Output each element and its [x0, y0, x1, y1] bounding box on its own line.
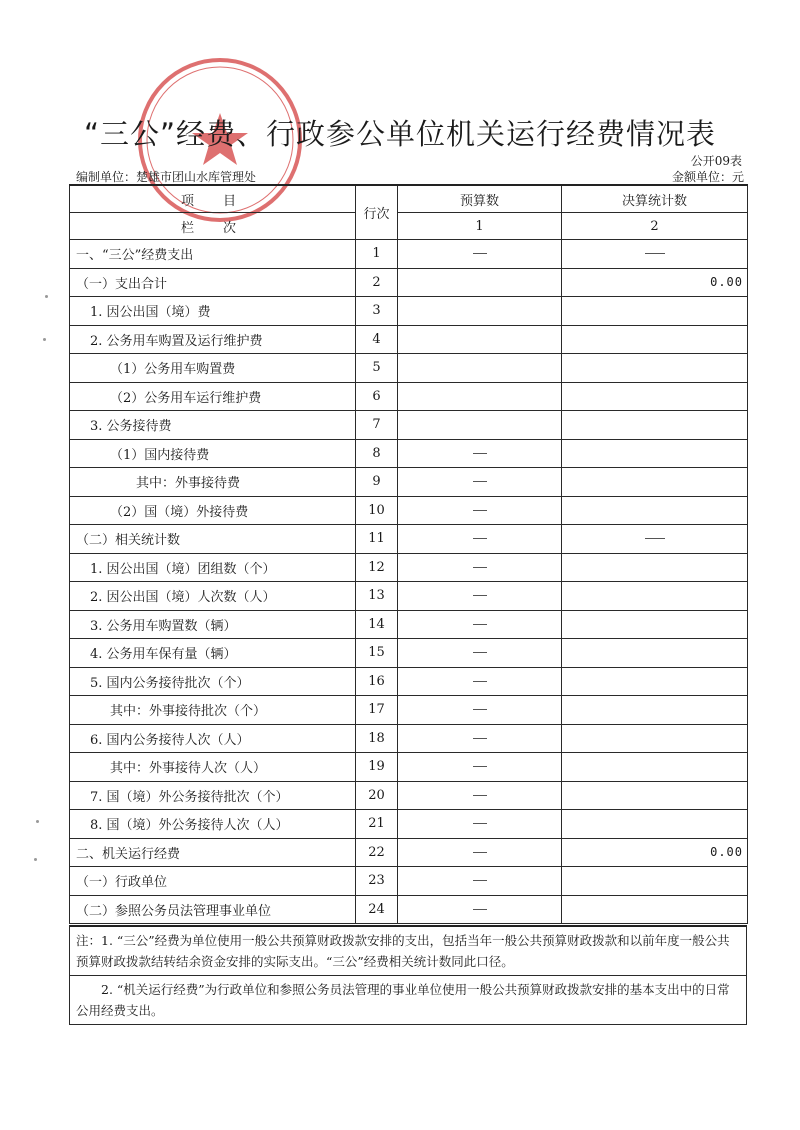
row-label: 一、“三公”经费支出 — [70, 240, 356, 269]
table-row — [70, 867, 748, 896]
row-seq: 17 — [356, 696, 398, 725]
row-seq: 15 — [356, 639, 398, 668]
scan-speck — [45, 295, 48, 298]
row-seq: 2 — [356, 268, 398, 297]
dash-mark — [473, 709, 487, 710]
row-label: 其中：外事接待批次（个） — [70, 696, 356, 725]
row-budget — [398, 696, 562, 725]
dash-mark — [473, 681, 487, 682]
dash-mark — [473, 795, 487, 796]
dash-mark — [473, 624, 487, 625]
table-row — [70, 610, 748, 639]
row-budget — [398, 325, 562, 354]
header-budget-col: 1 — [398, 213, 562, 240]
row-actual — [562, 639, 748, 668]
row-label: 5. 国内公务接待批次（个） — [70, 667, 356, 696]
row-label: 6. 国内公务接待人次（人） — [70, 724, 356, 753]
row-label: 3. 公务用车购置数（辆） — [70, 610, 356, 639]
row-actual — [562, 496, 748, 525]
row-seq: 3 — [356, 297, 398, 326]
row-actual — [562, 753, 748, 782]
row-budget — [398, 240, 562, 269]
row-seq: 19 — [356, 753, 398, 782]
header-row-1 — [70, 185, 748, 213]
row-seq: 7 — [356, 411, 398, 440]
row-label: 4. 公务用车保有量（辆） — [70, 639, 356, 668]
dash-mark — [473, 852, 487, 853]
row-label: 2. 因公出国（境）人次数（人） — [70, 582, 356, 611]
row-seq: 14 — [356, 610, 398, 639]
row-label: （1）公务用车购置费 — [70, 354, 356, 383]
row-actual — [562, 297, 748, 326]
row-actual — [562, 382, 748, 411]
table-row — [70, 838, 748, 867]
row-budget — [398, 667, 562, 696]
row-actual — [562, 439, 748, 468]
row-budget — [398, 268, 562, 297]
row-budget — [398, 553, 562, 582]
row-budget — [398, 724, 562, 753]
row-budget — [398, 582, 562, 611]
row-budget — [398, 297, 562, 326]
row-label: （1）国内接待费 — [70, 439, 356, 468]
table-row — [70, 895, 748, 924]
row-seq: 11 — [356, 525, 398, 554]
table-row — [70, 325, 748, 354]
row-seq: 1 — [356, 240, 398, 269]
scan-speck — [43, 338, 46, 341]
row-seq: 6 — [356, 382, 398, 411]
table-row — [70, 582, 748, 611]
table-row — [70, 553, 748, 582]
scan-speck — [34, 858, 37, 861]
row-seq: 18 — [356, 724, 398, 753]
row-label: （一）支出合计 — [70, 268, 356, 297]
dash-mark — [473, 510, 487, 511]
scan-speck — [36, 820, 39, 823]
row-budget — [398, 525, 562, 554]
table-row — [70, 297, 748, 326]
table-row — [70, 810, 748, 839]
page-title: “三公”经费、行政参公单位机关运行经费情况表 — [83, 117, 717, 151]
table-row — [70, 354, 748, 383]
row-seq: 8 — [356, 439, 398, 468]
table-row — [70, 753, 748, 782]
table-row — [70, 696, 748, 725]
dash-mark — [473, 909, 487, 910]
row-label: （一）行政单位 — [70, 867, 356, 896]
row-seq: 23 — [356, 867, 398, 896]
table-row — [70, 667, 748, 696]
header-actual-col: 2 — [562, 213, 748, 240]
table-row — [70, 268, 748, 297]
row-actual — [562, 696, 748, 725]
table-row — [70, 240, 748, 269]
row-budget — [398, 781, 562, 810]
row-label: 3. 公务接待费 — [70, 411, 356, 440]
table-row — [70, 411, 748, 440]
row-budget — [398, 468, 562, 497]
row-budget — [398, 439, 562, 468]
row-label: 2. 公务用车购置及运行维护费 — [70, 325, 356, 354]
row-actual — [562, 325, 748, 354]
row-actual — [562, 667, 748, 696]
notes-box — [69, 925, 747, 1025]
row-budget — [398, 639, 562, 668]
form-code: 公开09表 — [690, 154, 742, 168]
row-label: 7. 国（境）外公务接待批次（个） — [70, 781, 356, 810]
row-seq: 13 — [356, 582, 398, 611]
row-seq: 10 — [356, 496, 398, 525]
row-seq: 16 — [356, 667, 398, 696]
row-label: （2）国（境）外接待费 — [70, 496, 356, 525]
row-budget — [398, 867, 562, 896]
dash-mark — [473, 766, 487, 767]
dash-mark — [645, 538, 665, 539]
row-budget — [398, 610, 562, 639]
dash-mark — [473, 567, 487, 568]
row-budget — [398, 895, 562, 924]
header-budget: 预算数 — [398, 185, 562, 213]
row-label: 1. 因公出国（境）费 — [70, 297, 356, 326]
row-budget — [398, 496, 562, 525]
table-row — [70, 525, 748, 554]
row-budget — [398, 411, 562, 440]
row-actual — [562, 781, 748, 810]
row-label: 其中：外事接待人次（人） — [70, 753, 356, 782]
dash-mark — [473, 823, 487, 824]
note-1: 注：1. “三公”经费为单位使用一般公共预算财政拨款安排的支出，包括当年一般公共预算财政拨款和以前年度一般公共预算财政拨款结转结余资金安排的实际支出。“三公”经费相关统计数同此口径。 — [76, 933, 730, 969]
row-budget — [398, 354, 562, 383]
dash-mark — [473, 538, 487, 539]
row-actual — [562, 240, 748, 269]
row-seq: 20 — [356, 781, 398, 810]
table-row — [70, 496, 748, 525]
row-actual — [562, 525, 748, 554]
dash-mark — [473, 880, 487, 881]
row-budget — [398, 810, 562, 839]
row-seq: 5 — [356, 354, 398, 383]
row-label: （二）参照公务员法管理事业单位 — [70, 895, 356, 924]
compiler-unit: 编制单位：楚雄市团山水库管理处 — [76, 170, 257, 184]
dash-mark — [473, 253, 487, 254]
header-seq: 行次 — [356, 185, 398, 240]
row-label: （二）相关统计数 — [70, 525, 356, 554]
table-row — [70, 781, 748, 810]
table-row — [70, 468, 748, 497]
row-label: 1. 因公出国（境）团组数（个） — [70, 553, 356, 582]
row-label: 8. 国（境）外公务接待人次（人） — [70, 810, 356, 839]
dash-mark — [473, 481, 487, 482]
table-row — [70, 439, 748, 468]
row-actual: 0.00 — [562, 838, 748, 867]
row-label: 二、机关运行经费 — [70, 838, 356, 867]
row-actual — [562, 810, 748, 839]
row-actual — [562, 582, 748, 611]
dash-mark — [473, 652, 487, 653]
dash-mark — [473, 453, 487, 454]
row-budget — [398, 382, 562, 411]
row-actual — [562, 610, 748, 639]
dash-mark — [473, 595, 487, 596]
row-actual — [562, 411, 748, 440]
row-seq: 4 — [356, 325, 398, 354]
row-actual — [562, 895, 748, 924]
expense-table — [69, 184, 748, 924]
amount-unit: 金额单位：元 — [671, 170, 744, 184]
row-seq: 12 — [356, 553, 398, 582]
row-label: （2）公务用车运行维护费 — [70, 382, 356, 411]
header-row-2 — [70, 213, 748, 240]
row-actual — [562, 724, 748, 753]
header-actual: 决算统计数 — [562, 185, 748, 213]
row-budget — [398, 838, 562, 867]
note-2: 2. “机关运行经费”为行政单位和参照公务员法管理的事业单位使用一般公共预算财政拨款安排的基本支出中的日常公用经费支出。 — [70, 975, 746, 1024]
row-seq: 24 — [356, 895, 398, 924]
table-row — [70, 639, 748, 668]
row-seq: 9 — [356, 468, 398, 497]
table-row — [70, 382, 748, 411]
row-actual — [562, 354, 748, 383]
row-label: 其中：外事接待费 — [70, 468, 356, 497]
row-budget — [398, 753, 562, 782]
table-row — [70, 724, 748, 753]
row-seq: 22 — [356, 838, 398, 867]
row-actual: 0.00 — [562, 268, 748, 297]
row-actual — [562, 468, 748, 497]
dash-mark — [473, 738, 487, 739]
dash-mark — [645, 253, 665, 254]
row-seq: 21 — [356, 810, 398, 839]
row-actual — [562, 867, 748, 896]
header-item: 项 目 — [70, 185, 356, 213]
row-actual — [562, 553, 748, 582]
header-column: 栏 次 — [70, 213, 356, 240]
